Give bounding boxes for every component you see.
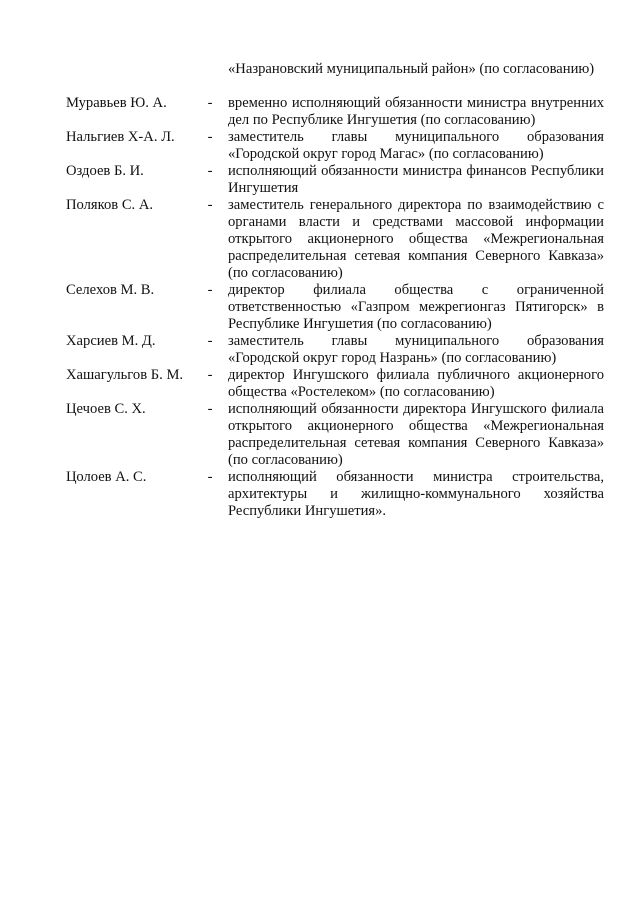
member-name: Селехов М. В. xyxy=(66,282,155,298)
member-position: исполняющий обязанности директора Ингушского филиала открытого акционерного общества «Межрегиональная распределительная сетевая компания Северного Кавказа» (по согласованию) xyxy=(228,401,604,468)
member-dash: - xyxy=(207,95,213,111)
member-position: заместитель генерального директора по взаимодействию с органами власти и средствами массовой информации открытого акционерного общества «Межрегиональная распределительная сетевая компания Северного Кавказа» (по согласованию) xyxy=(228,197,604,281)
member-dash: - xyxy=(207,469,213,485)
member-name: Нальгиев Х-А. Л. xyxy=(66,129,175,145)
member-dash: - xyxy=(207,163,213,179)
member-dash: - xyxy=(207,401,213,417)
continuation-desc: «Назрановский муниципальный район» (по согласованию) xyxy=(228,61,595,77)
member-dash: - xyxy=(207,197,213,213)
member-name: Оздоев Б. И. xyxy=(66,163,144,179)
member-dash: - xyxy=(207,282,213,298)
continuation-text xyxy=(228,61,604,78)
member-name: Муравьев Ю. А. xyxy=(66,95,167,111)
member-row xyxy=(66,367,604,401)
member-row xyxy=(66,333,604,367)
member-position: исполняющий обязанности министра строительства, архитектуры и жилищно-коммунального хозяйства Республики Ингушетия». xyxy=(228,469,604,519)
member-name: Харсиев М. Д. xyxy=(66,333,156,349)
member-list xyxy=(66,95,604,520)
member-name: Поляков С. А. xyxy=(66,197,154,213)
member-dash: - xyxy=(207,367,213,383)
member-position: исполняющий обязанности министра финансов Республики Ингушетия xyxy=(228,163,604,196)
member-row xyxy=(66,401,604,469)
member-name: Хашагульгов Б. М. xyxy=(66,367,184,383)
member-position: заместитель главы муниципального образования «Городской округ город Магас» (по согласованию) xyxy=(228,129,604,162)
member-dash: - xyxy=(207,333,213,349)
member-name: Цолоев А. С. xyxy=(66,469,147,485)
member-position: директор Ингушского филиала публичного акционерного общества «Ростелеком» (по согласованию) xyxy=(228,367,604,400)
member-row xyxy=(66,469,604,520)
member-position: заместитель главы муниципального образования «Городской округ город Назрань» (по согласованию) xyxy=(228,333,604,366)
member-row xyxy=(66,197,604,282)
member-position: временно исполняющий обязанности министра внутренних дел по Республике Ингушетия (по согласованию) xyxy=(228,95,604,128)
member-row xyxy=(66,95,604,129)
member-row xyxy=(66,163,604,197)
member-row xyxy=(66,129,604,163)
member-row xyxy=(66,282,604,333)
member-name: Цечоев С. Х. xyxy=(66,401,146,417)
member-dash: - xyxy=(207,129,213,145)
member-position: директор филиала общества с ограниченной ответственностью «Газпром межрегионгаз Пятигорск» в Республике Ингушетия (по согласованию) xyxy=(228,282,604,332)
